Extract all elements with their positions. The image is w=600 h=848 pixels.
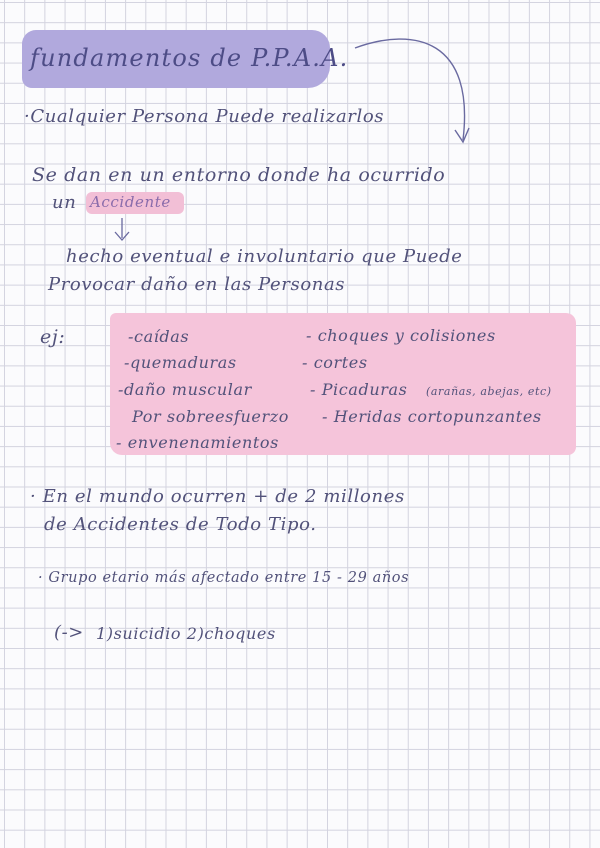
- bullet-anyone: ·Cualquier Persona Puede realizarlos: [24, 106, 385, 127]
- world-stat-line-1: · En el mundo ocurren + de 2 millones: [30, 486, 405, 507]
- down-arrow-icon: [110, 216, 134, 246]
- causes-line: 1)suicidio 2)choques: [96, 624, 276, 643]
- age-group-line: · Grupo etario más afectado entre 15 - 29 años: [38, 570, 410, 586]
- example-item: - Heridas cortopunzantes: [322, 407, 542, 426]
- example-item: -daño muscular: [118, 380, 252, 399]
- definition-line-2: Provocar daño en las Personas: [48, 274, 346, 295]
- line-environment: Se dan en un entorno donde ha ocurrido: [32, 164, 446, 186]
- definition-line-1: hecho eventual e involuntario que Puede: [66, 246, 463, 267]
- example-item: -quemaduras: [124, 353, 237, 372]
- line-un: un: [52, 192, 77, 213]
- example-item: - envenenamientos: [116, 433, 279, 452]
- example-item: Por sobreesfuerzo: [132, 407, 289, 426]
- causes-arrow: (->: [54, 622, 84, 643]
- page-title: fundamentos de P.P.A.A.: [30, 44, 349, 72]
- example-item: - choques y colisiones: [306, 326, 496, 345]
- curved-arrow-icon: [345, 30, 485, 160]
- examples-label: ej:: [40, 326, 66, 348]
- world-stat-line-2: de Accidentes de Todo Tipo.: [44, 514, 317, 535]
- example-item: - Picaduras: [310, 380, 408, 399]
- picaduras-note: (arañas, abejas, etc): [426, 385, 552, 398]
- example-item: - cortes: [302, 353, 368, 372]
- accidente-word: Accidente: [90, 193, 171, 211]
- example-item: -caídas: [128, 327, 190, 346]
